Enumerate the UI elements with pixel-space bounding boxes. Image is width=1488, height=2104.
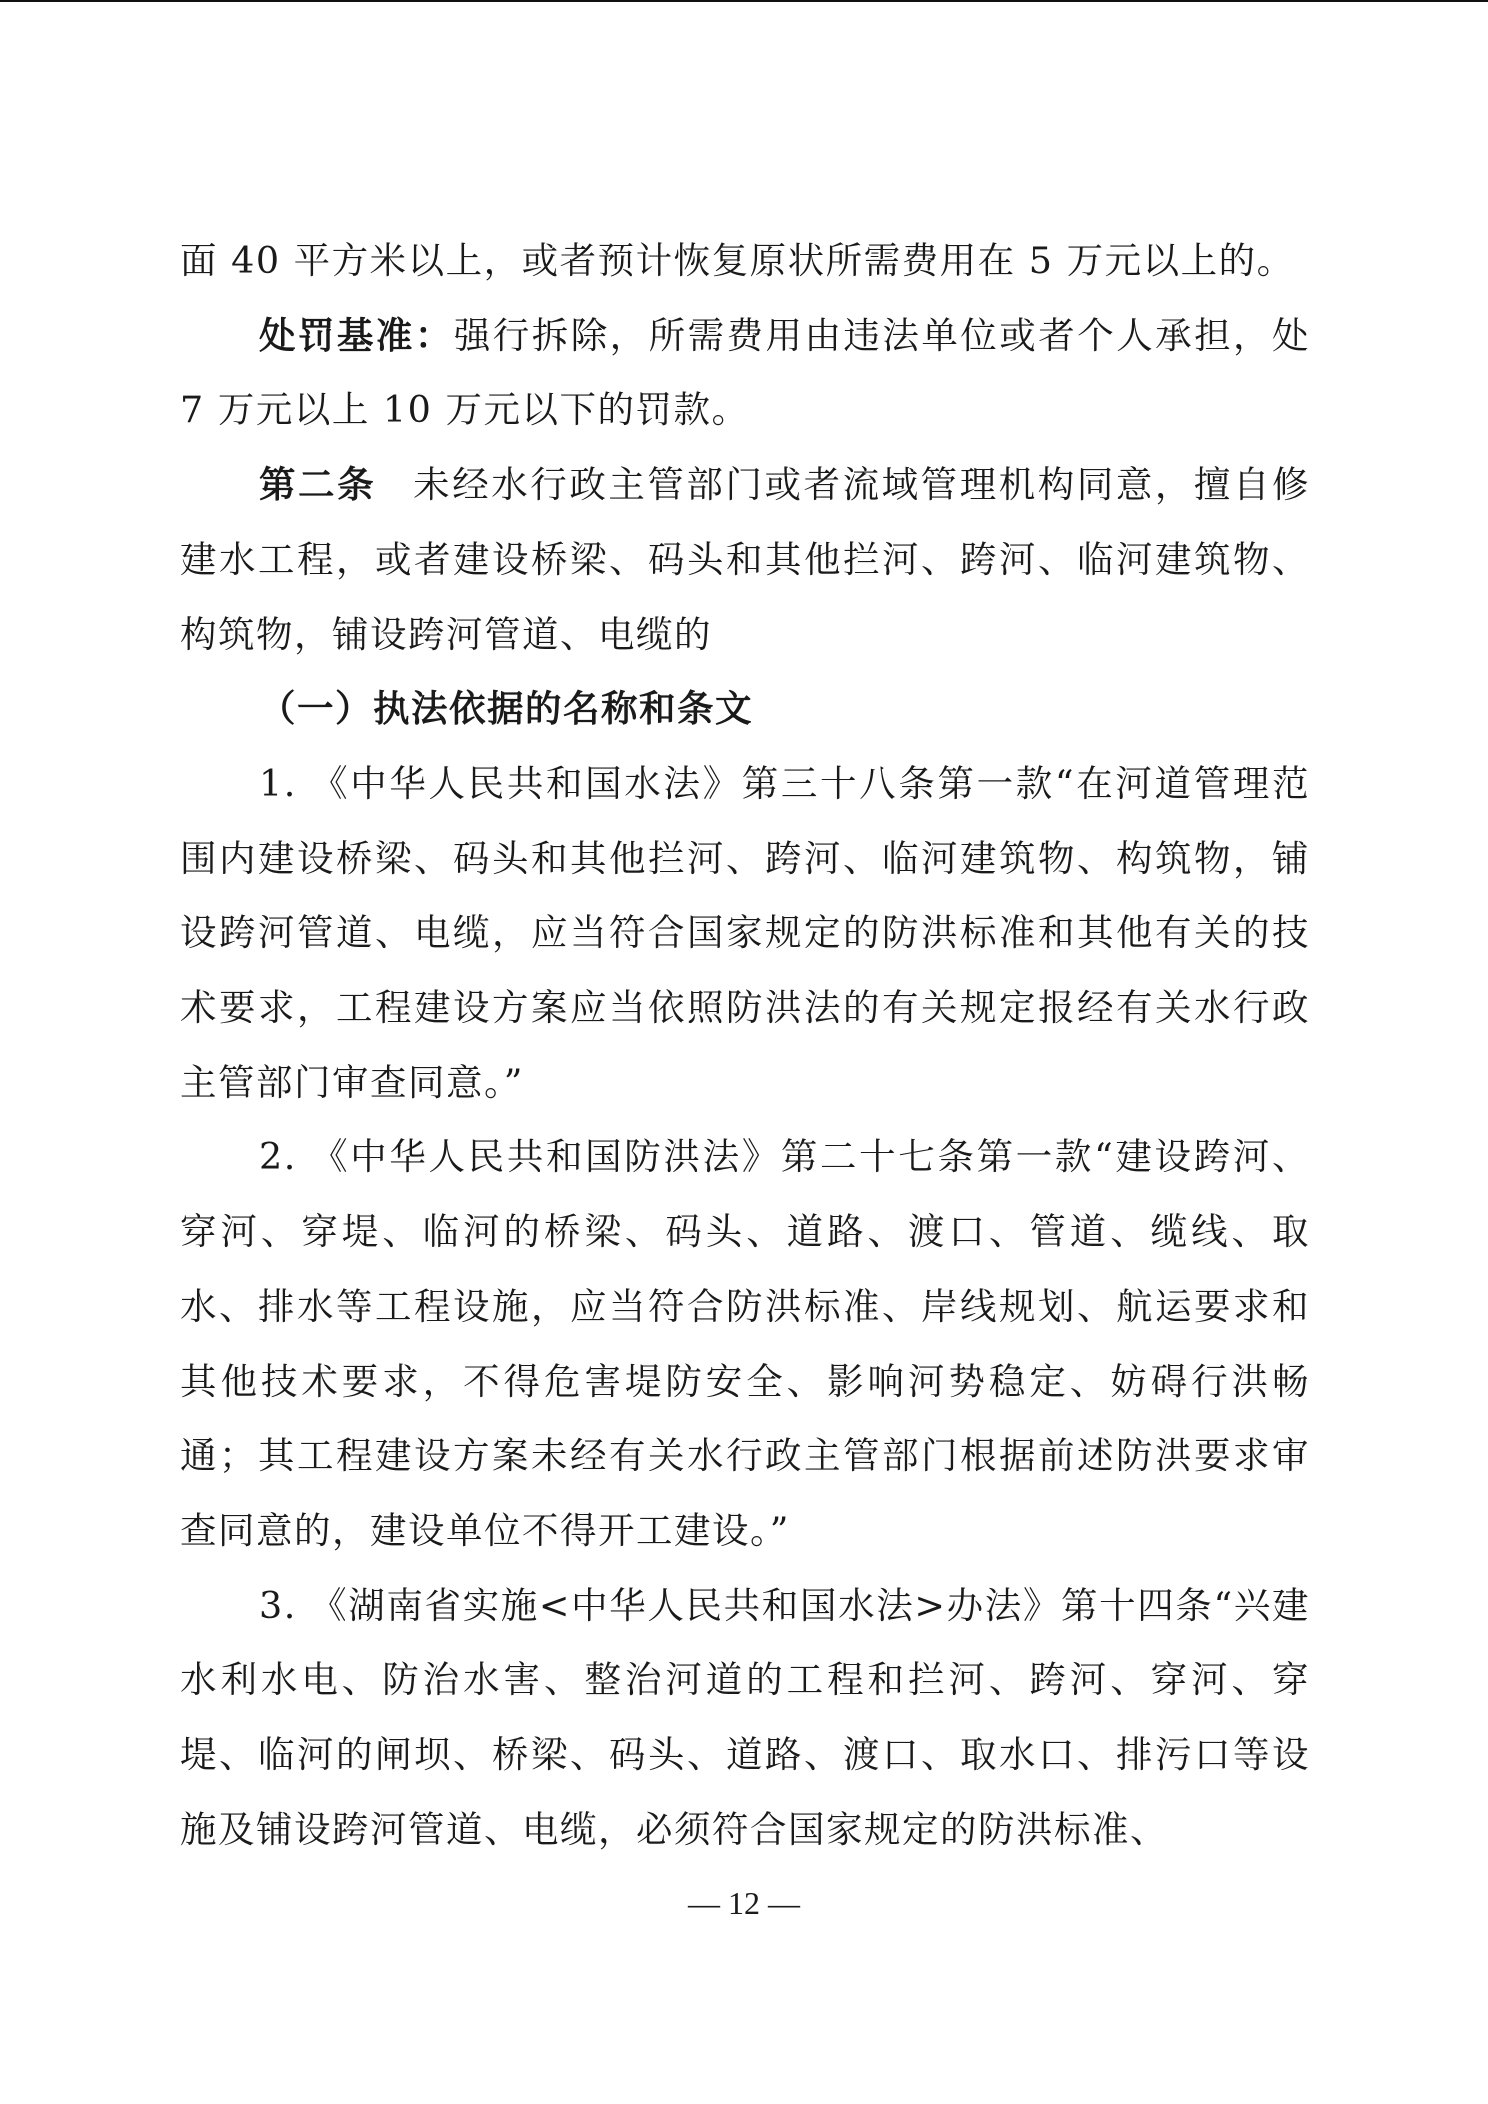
paragraph-basis-3: 3. 《湖南省实施<中华人民共和国水法>办法》第十四条“兴建水利水电、防治水害、整治河道的工程和拦河、跨河、穿河、穿堤、临河的闸坝、桥梁、码头、道路、渡口、取水口、排污口等设施及铺设跨河管道、电缆，必须符合国家规定的防洪标准、 bbox=[180, 1583, 1310, 1851]
page-number: — 12 — bbox=[688, 1885, 800, 1921]
paragraph-continuation: 面 40 平方米以上，或者预计恢复原状所需费用在 5 万元以上的。 bbox=[180, 239, 1295, 282]
paragraph-basis-2: 2. 《中华人民共和国防洪法》第二十七条第一款“建设跨河、穿河、穿堤、临河的桥梁、码头、道路、渡口、管道、缆线、取水、排水等工程设施，应当符合防洪标准、岸线规划、航运要求和其他技术要求，不得危害堤防安全、影响河势稳定、妨碍行洪畅通；其工程建设方案未经有关水行政主管部门根据前述防洪要求审查同意的，建设单位不得开工建设。” bbox=[180, 1135, 1310, 1552]
article-two-text: 未经水行政主管部门或者流域管理机构同意，擅自修建水工程，或者建设桥梁、码头和其他拦河、跨河、临河建筑物、构筑物，铺设跨河管道、电缆的 bbox=[180, 463, 1311, 656]
article-two-label: 第二条 bbox=[259, 463, 377, 507]
penalty-standard-text: 强行拆除，所需费用由违法单位或者个人承担，处 7 万元以上 10 万元以下的罚款。 bbox=[180, 313, 1311, 432]
section-heading: （一）执法依据的名称和条文 bbox=[259, 687, 753, 731]
body-text bbox=[180, 224, 1310, 1867]
penalty-standard-label: 处罚基准： bbox=[259, 313, 454, 357]
paragraph-basis-1: 1. 《中华人民共和国水法》第三十八条第一款“在河道管理范围内建设桥梁、码头和其他拦河、跨河、临河建筑物、构筑物，铺设跨河管道、电缆，应当符合国家规定的防洪标准和其他有关的技术要求，工程建设方案应当依照防洪法的有关规定报经有关水行政主管部门审查同意。” bbox=[180, 761, 1310, 1104]
paragraph-penalty-standard bbox=[180, 299, 1310, 448]
paragraph-article-two bbox=[180, 448, 1310, 672]
